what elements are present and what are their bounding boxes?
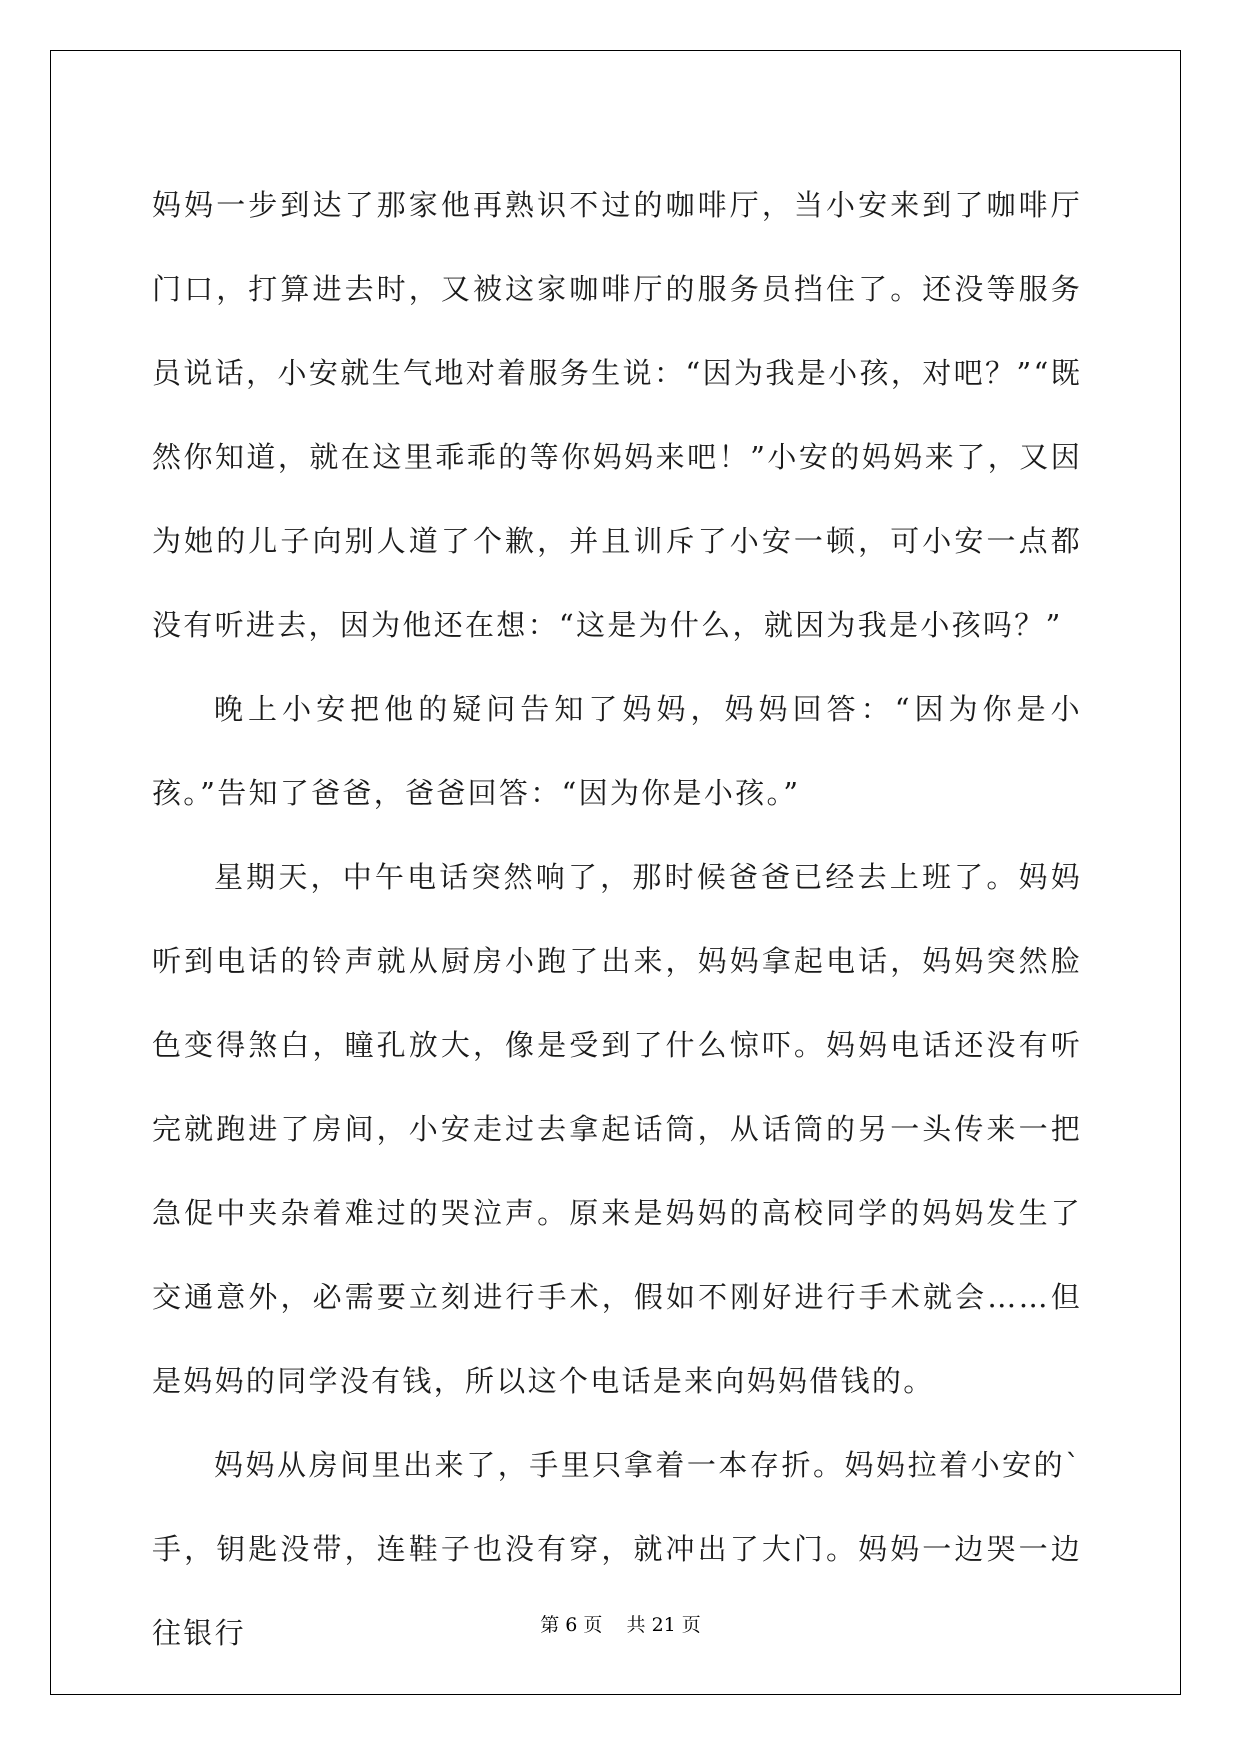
page-footer — [0, 1610, 1241, 1637]
paragraph-2: 晚上小安把他的疑问告知了妈妈，妈妈回答：“因为你是小孩。”告知了爸爸，爸爸回答：“因为你是小孩。” — [152, 692, 1082, 810]
paragraph-3: 星期天，中午电话突然响了，那时候爸爸已经去上班了。妈妈听到电话的铃声就从厨房小跑了出来，妈妈拿起电话，妈妈突然脸色变得煞白，瞳孔放大，像是受到了什么惊吓。妈妈电话还没有听完就跑进了房间，小安走过去拿起话筒，从话筒的另一头传来一把急促中夹杂着难过的哭泣声。原来是妈妈的高校同学的妈妈发生了交通意外，必需要立刻进行手术，假如不刚好进行手术就会……但是妈妈的同学没有钱，所以这个电话是来向妈妈借钱的。 — [152, 860, 1082, 1398]
page-number: 第 6 页 — [540, 1614, 603, 1636]
page-total: 共 21 页 — [626, 1614, 701, 1636]
paragraph-1: 妈妈一步到达了那家他再熟识不过的咖啡厅，当小安来到了咖啡厅门口，打算进去时，又被这家咖啡厅的服务员挡住了。还没等服务员说话，小安就生气地对着服务生说：“因为我是小孩，对吧？”“既然你知道，就在这里乖乖的等你妈妈来吧！”小安的妈妈来了，又因为她的儿子向别人道了个歉，并且训斥了小安一顿，可小安一点都没有听进去，因为他还在想：“这是为什么，就因为我是小孩吗？” — [152, 188, 1082, 642]
document-body — [152, 163, 1082, 1675]
paragraph-4: 妈妈从房间里出来了，手里只拿着一本存折。妈妈拉着小安的`手，钥匙没带，连鞋子也没有穿，就冲出了大门。妈妈一边哭一边往银行 — [152, 1448, 1082, 1650]
